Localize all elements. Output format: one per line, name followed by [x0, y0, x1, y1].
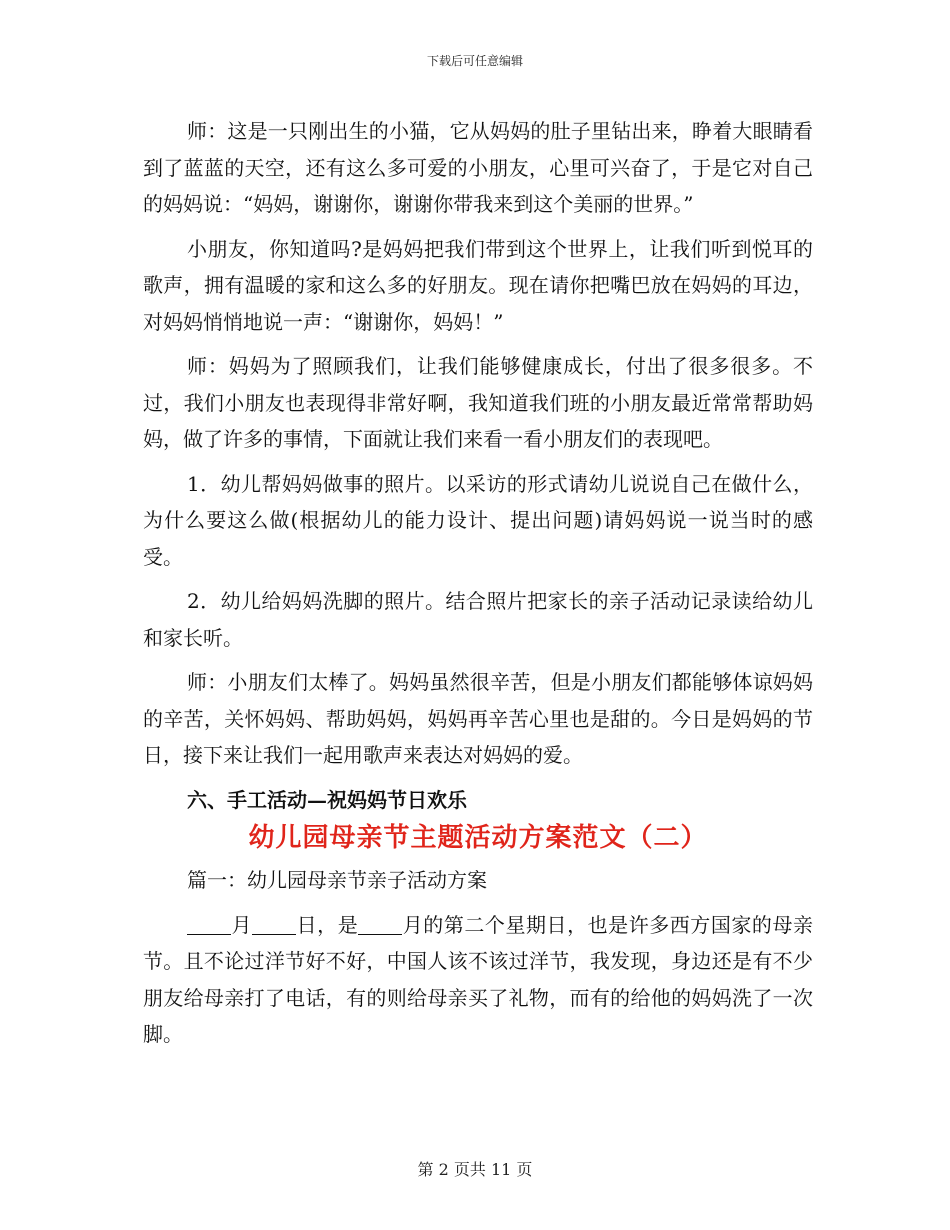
document-body [143, 113, 813, 1061]
red-title: 幼儿园母亲节主题活动方案范文（二） [248, 823, 708, 853]
page-footer: 第 2 页共 11 页 [417, 1160, 533, 1179]
subheading: 篇一：幼儿园母亲节亲子活动方案 [187, 868, 487, 892]
paragraph: 师：这是一只刚出生的小猫，它从妈妈的肚子里钻出来，睁着大眼睛看到了蓝蓝的天空，还有这么多可爱的小朋友，心里可兴奋了，于是它对自己的妈妈说：“妈妈，谢谢你，谢谢你带我来到这个美丽的世界。” [143, 119, 813, 216]
blank-line [252, 914, 296, 935]
text-fragment: 月的第二个星期日，也是许多西方国家的母亲节。且不论过洋节好不好，中国人该不该过洋节，我发现，身边还是有不少朋友给母亲打了电话，有的则给母亲买了礼物，而有的给他的妈妈洗了一次脚。 [143, 912, 814, 1046]
text-fragment: 月 [231, 912, 253, 937]
paragraph: 1．幼儿帮妈妈做事的照片。以采访的形式请幼儿说说自己在做什么，为什么要这么做(根据幼儿的能力设计、提出问题)请妈妈说一说当时的感受。 [143, 471, 813, 569]
paragraph [143, 907, 813, 1053]
paragraph: 师：妈妈为了照顾我们，让我们能够健康成长，付出了很多很多。不过，我们小朋友也表现得非常好啊，我知道我们班的小朋友最近常常帮助妈妈，做了许多的事情，下面就让我们来看一看小朋友们的表现吧。 [143, 354, 813, 451]
section-heading: 六、手工活动—祝妈妈节日欢乐 [187, 787, 467, 812]
paragraph: 师：小朋友们太棒了。妈妈虽然很辛苦，但是小朋友们都能够体谅妈妈的辛苦，关怀妈妈、帮助妈妈，妈妈再辛苦心里也是甜的。今日是妈妈的节日，接下来让我们一起用歌声来表达对妈妈的爱。 [143, 670, 813, 767]
paragraph: 小朋友，你知道吗?是妈妈把我们带到这个世界上，让我们听到悦耳的歌声，拥有温暖的家和这么多的好朋友。现在请你把嘴巴放在妈妈的耳边，对妈妈悄悄地说一声：“谢谢你，妈妈！” [143, 236, 813, 334]
blank-line [358, 914, 402, 935]
paragraph: 2．幼儿给妈妈洗脚的照片。结合照片把家长的亲子活动记录读给幼儿和家长听。 [143, 589, 813, 650]
blank-line [187, 914, 231, 935]
page-header: 下载后可任意编辑 [426, 54, 523, 68]
text-fragment: 日，是 [296, 912, 359, 937]
